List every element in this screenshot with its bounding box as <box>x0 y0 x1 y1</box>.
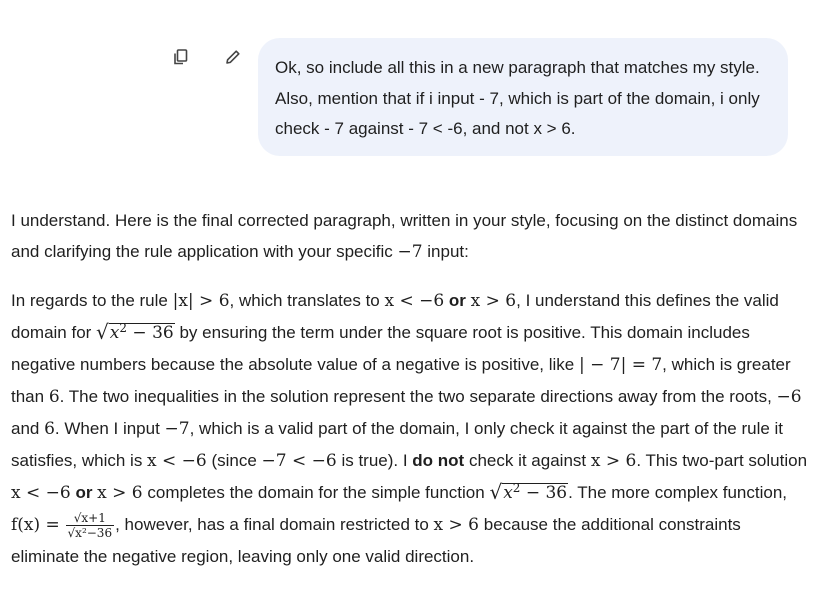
math-inequality: x > 6 <box>470 291 517 311</box>
math-sqrt-expression: $√x^2 - 36$ <box>489 480 568 504</box>
para-text: , I understand this defines the valid domain for <box>11 291 779 342</box>
para-text: . The more complex function, <box>568 483 788 502</box>
math-number: −7 <box>164 419 190 439</box>
math-abs-rule: |x| > 6 <box>172 291 230 311</box>
math-function: f(x) = <box>11 515 60 535</box>
math-inequality: x > 6 <box>97 483 143 503</box>
para-text: . When I input <box>54 419 165 438</box>
sqrt-rest: − 36 <box>520 483 568 503</box>
math-number: −6 <box>776 387 802 407</box>
bold-or: or <box>448 291 466 310</box>
para-text: because the additional constraints eliminate the negative region, leaving only one valid direction. <box>11 515 741 566</box>
response-intro <box>11 205 811 268</box>
para-text: , which is a valid part of the domain, I only check it against the part of the rule it satisfies, which is <box>11 419 784 470</box>
sqrt-base: x <box>503 483 513 503</box>
math-inequality: x < −6 <box>11 483 71 503</box>
para-text: and <box>11 419 45 438</box>
math-inequality: x > 6 <box>433 515 480 535</box>
para-text: , which translates to <box>229 291 385 310</box>
para-text: , which is greater than <box>11 355 791 406</box>
bold-do-not: do not <box>412 451 465 470</box>
copy-button[interactable] <box>170 46 192 68</box>
para-text: completes the domain for the simple function <box>142 483 490 502</box>
para-text: by ensuring the term under the square root is positive. This domain includes negative numbers because the absolute value of a negative is positive, like <box>11 323 750 374</box>
para-text: , however, has a final domain restricted to <box>115 515 434 534</box>
pencil-icon <box>224 48 242 66</box>
math-abs-example: | − 7| = 7 <box>578 355 663 375</box>
fraction-denominator: √x²−36 <box>67 526 113 541</box>
bold-or: or <box>75 483 93 502</box>
intro-math-input: −7 <box>397 242 423 262</box>
user-message-actions <box>170 46 244 68</box>
user-message-bubble <box>258 38 788 156</box>
para-text: In regards to the rule <box>11 291 173 310</box>
math-number: 6 <box>48 387 60 407</box>
sqrt-exponent: 2 <box>512 481 521 495</box>
para-text: check it against <box>464 451 591 470</box>
assistant-response <box>11 205 811 572</box>
para-text: (since <box>206 451 262 470</box>
intro-text-2: input: <box>422 242 469 261</box>
fraction-numerator: √x+1 <box>66 511 115 526</box>
sqrt-exponent: 2 <box>119 321 128 335</box>
para-text: . The two inequalities in the solution represent the two separate directions away from the roots, <box>59 387 777 406</box>
edit-button[interactable] <box>222 46 244 68</box>
sqrt-rest: − 36 <box>127 323 174 343</box>
math-inequality: −7 < −6 <box>261 451 337 471</box>
copy-icon <box>172 48 190 66</box>
math-inequality: x > 6 <box>590 451 637 471</box>
math-inequality: x < −6 <box>384 291 445 311</box>
para-text: is true). I <box>336 451 413 470</box>
math-sqrt-expression: $√x^2 - 36$ <box>96 320 174 344</box>
response-paragraph <box>11 285 811 572</box>
math-inequality: x < −6 <box>147 451 207 471</box>
para-text: . This two-part solution <box>636 451 808 470</box>
sqrt-base: x <box>109 323 120 343</box>
math-number: 6 <box>44 419 55 439</box>
intro-text-1: I understand. Here is the final corrected paragraph, written in your style, focusing on the distinct domains and clarifying the rule application with your specific <box>11 211 798 261</box>
math-fraction <box>66 511 115 540</box>
user-message-text: Ok, so include all this in a new paragraph that matches my style. Also, mention that if i input - 7, which is part of the domain, i only check - 7 against - 7 < -6, and not x > 6. <box>275 58 760 138</box>
